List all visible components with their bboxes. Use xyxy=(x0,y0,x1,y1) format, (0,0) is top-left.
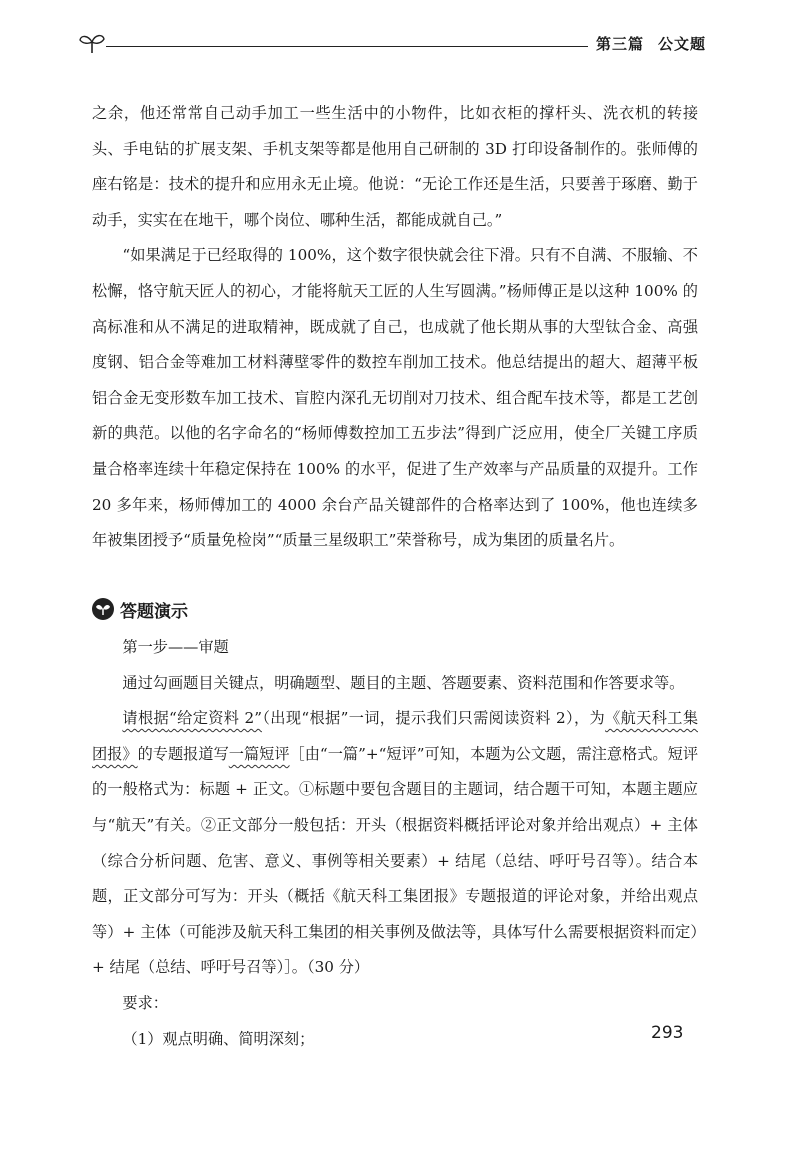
sprout-icon xyxy=(78,32,106,54)
running-header xyxy=(78,30,707,60)
step-title: 第一步——审题 xyxy=(122,638,229,656)
header-rule xyxy=(106,46,588,47)
header-part: 第三篇 xyxy=(596,35,645,53)
answer-demo xyxy=(92,630,698,1057)
page-number: 293 xyxy=(651,1023,684,1043)
question-score: （30 分） xyxy=(306,958,370,977)
question-source: “给定资料 2” xyxy=(169,709,262,728)
question-note: （出现“根据”一词，提示我们只需阅读资料 2），为 xyxy=(261,709,606,728)
question-genre: 一篇短评 xyxy=(228,744,290,763)
question-paragraph xyxy=(92,701,698,986)
header-topic: 公文题 xyxy=(658,35,707,53)
requirement-item: （1）观点明确、简明深刻； xyxy=(122,1029,315,1048)
question-newspaper: 《航天科工集团报》 xyxy=(92,709,698,763)
sprout-badge-icon xyxy=(92,598,114,620)
question-prefix: 请根据 xyxy=(122,709,170,728)
header-section xyxy=(596,33,706,54)
passage-paragraph-2: “如果满足于已经取得的 100%，这个数字很快就会往下滑。只有不自满、不服输、不松懈，恪守航天匠人的初心，才能将航天工匠的人生写圆满。”杨师傅正是以这种 100% 的高标准和从不满足的进取精神，既成就了自己，也成就了他长期从事的大型钛合金、高强度钢、铝合金等难加工材料薄壁零件的数控车削加工技术。他总结提出的超大、超薄平板铝合金无变形数车加工技术、盲腔内深孔无切削对刀技术、组合配车技术等，都是工艺创新的典范。以他的名字命名的“杨师傅数控加工五步法”得到广泛应用，使全厂关键工序质量合格率连续十年稳定保持在 100% 的水平，促进了生产效率与产品质量的双提升。工作 20 多年来，杨师傅加工的 4000 余台产品关键部件的合格率达到了 100%，他也连续多年被集团授予“质量免检岗”“质量三星级职工”荣誉称号，成为集团的质量名片。 xyxy=(92,246,698,550)
intro-text: 通过勾画题目关键点，明确题型、题目的主题、答题要素、资料范围和作答要求等。 xyxy=(122,673,685,692)
passage-text xyxy=(92,96,698,559)
requirements-label: 要求： xyxy=(122,993,168,1012)
section-title: 答题演示 xyxy=(120,601,188,622)
passage-paragraph-1: 之余，他还常常自己动手加工一些生活中的小物件，比如衣柜的撑杆头、洗衣机的转接头、手电钻的扩展支架、手机支架等都是他用自己研制的 3D 打印设备制作的。张师傅的座右铭是：技术的提升和应用永无止境。他说：“无论工作还是生活，只要善于琢磨、勤于动手，实实在在地干，哪个岗位、哪种生活，都能成就自己。” xyxy=(92,104,698,229)
question-analysis: ［由“一篇”+“短评”可知，本题为公文题，需注意格式。短评的一般格式为：标题 + 正文。①标题中要包含题目的主题词，结合题干可知，本题主题应与“航天”有关。②正文部分一般包括：开头（根据资料概括评论对象并给出观点）+ 主体（综合分析问题、危害、意义、事例等相关要素）+ 结尾（总结、呼吁号召等）。结合本题，正文部分可写为：开头（概括《航天科工集团报》专题报道的评论对象，并给出观点等）+ 主体（可能涉及航天科工集团的相关事例及做法等，具体写什么需要根据资料而定）+ 结尾（总结、呼吁号召等）］。 xyxy=(92,744,699,977)
question-middle: 的专题报道写 xyxy=(137,744,229,763)
section-heading xyxy=(92,594,188,624)
